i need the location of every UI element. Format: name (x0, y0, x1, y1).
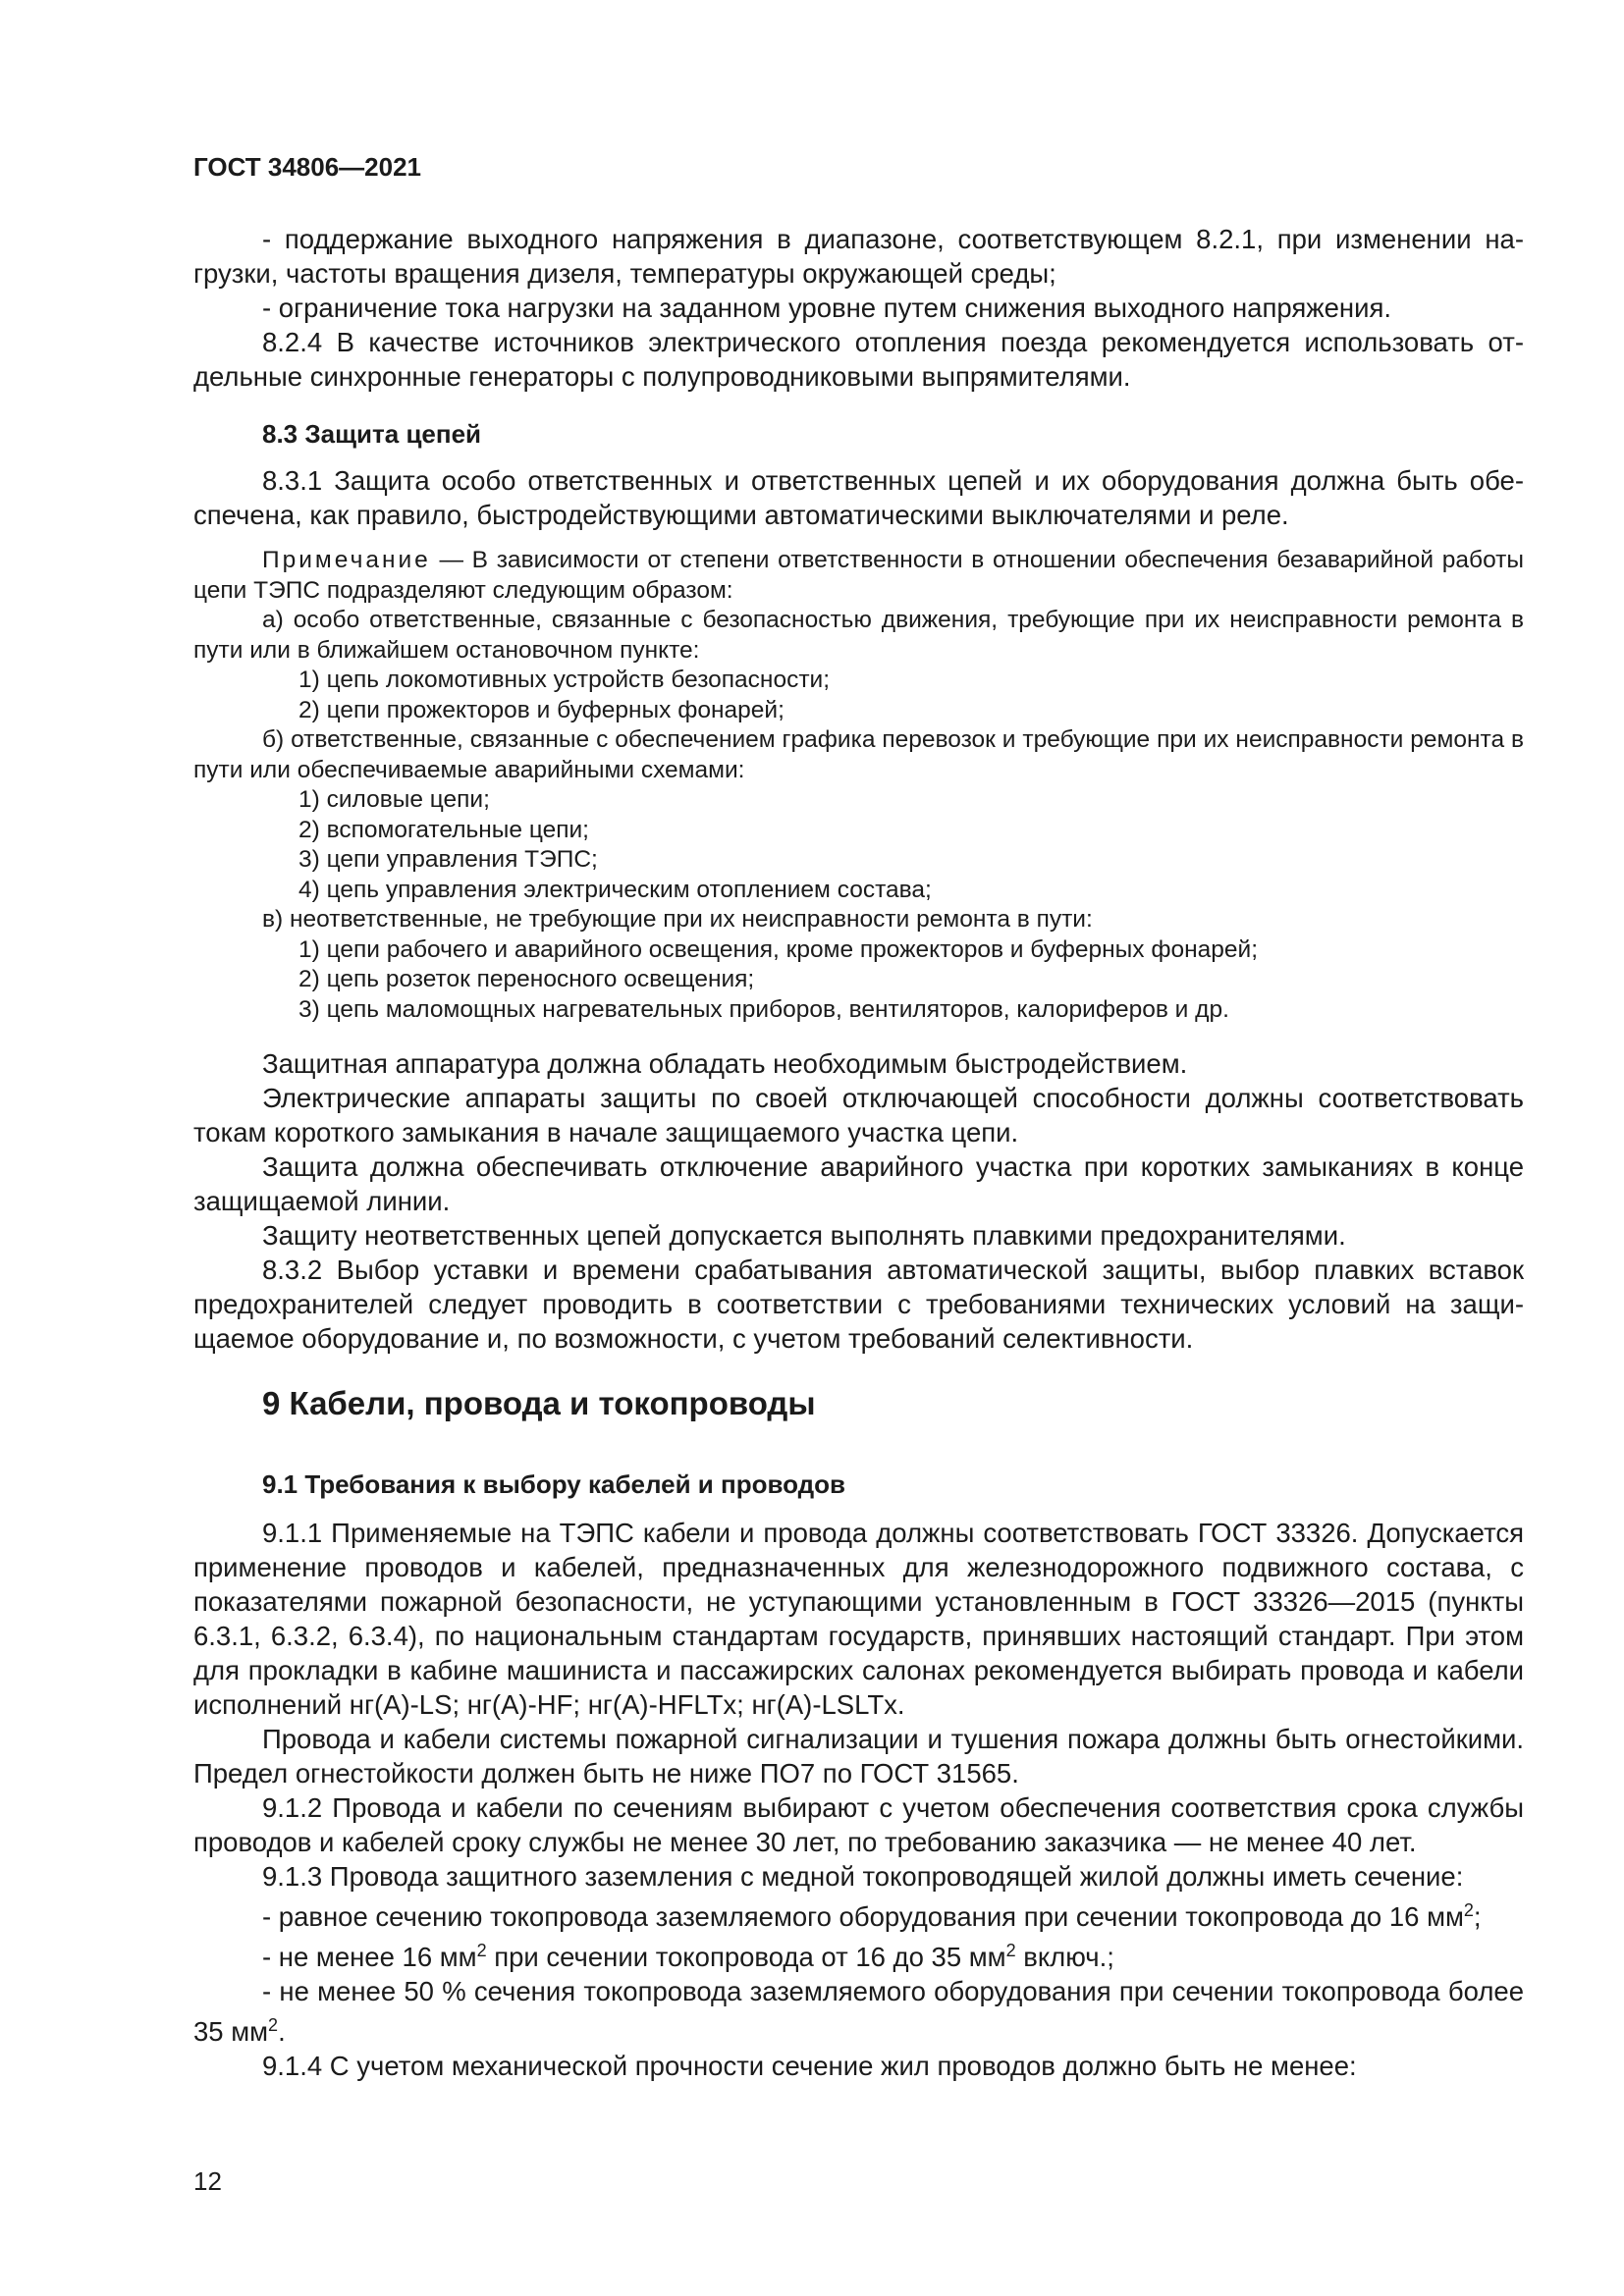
superscript: 2 (1463, 1900, 1474, 1920)
superscript: 2 (268, 2015, 279, 2036)
text-line: 8.3.2 Выбор уставки и времени срабатывания автоматической защиты, выбор плавких вставок предохранителей следует проводить в соответствии с требованиями технических условий на защищаемое оборудование и, по возможности, с учетом требований селективности. (193, 1255, 1524, 1354)
section-9-title: 9 Кабели, провода и токопроводы (262, 1385, 816, 1421)
text-line: Защита должна обеспечивать отключение аварийного участка при коротких замыканиях в конце защищаемой линии. (193, 1151, 1524, 1216)
paragraph-9-1 (193, 1516, 1524, 2083)
section-9-1-title: 9.1 Требования к выбору кабелей и проводов (262, 1469, 846, 1499)
paragraph-8-2-continuation (193, 222, 1524, 394)
text-line: 9.1.3 Провода защитного заземления с медной токопроводящей жилой должны иметь сечение: (262, 1861, 1464, 1892)
text-line: Защиту неответственных цепей допускается выполнять плавкими предохранителями. (262, 1220, 1346, 1251)
note-subitem: 4) цепь управления электрическим отоплением состава; (298, 876, 932, 903)
note-subitem: 2) вспомогательные цепи; (298, 816, 589, 843)
text-run: включ.; (1015, 1942, 1114, 1973)
text-line: Электрические аппараты защиты по своей отключающей способности должны соответствовать токам короткого замыкания в начале защищаемого участка цепи. (193, 1083, 1524, 1148)
note-subitem: 1) цепи рабочего и аварийного освещения, кроме прожекторов и буферных фонарей; (298, 935, 1259, 963)
text-line: 9.1.2 Провода и кабели по сечениям выбирают с учетом обеспечения соответствия срока службы проводов и кабелей сроку службы не менее 30 лет, по требованию заказчика — не менее 40 лет. (193, 1792, 1524, 1857)
text-run: - равное сечению токопровода заземляемого оборудования при сечении токопровода до 16 мм (262, 1901, 1464, 1933)
text-line (193, 1894, 1524, 1934)
paragraph-8-3-1 (193, 463, 1524, 532)
text-line: Провода и кабели системы пожарной сигнализации и тушения пожара должны быть огнестойкими. Предел огнестойкости должен быть не ниже ПО7 по ГОСТ 31565. (193, 1724, 1524, 1789)
text-run: . (278, 2016, 286, 2048)
note-item: в) неответственные, не требующие при их неисправности ремонта в пути: (262, 906, 1093, 933)
section-8-3-title: 8.3 Защита цепей (262, 419, 482, 449)
note-item: б) ответственные, связанные с обеспечением графика перевозок и требующие при их неисправности ремонта в пути или обеспечиваемые аварийными схемами: (193, 726, 1524, 783)
superscript: 2 (476, 1941, 487, 1961)
note-subitem: 3) цепи управления ТЭПС; (298, 846, 598, 873)
note-subitem: 1) силовые цепи; (298, 786, 490, 813)
text-line: 9.1.4 С учетом механической прочности сечение жил проводов должно быть не менее: (262, 2051, 1357, 2082)
note-block (193, 546, 1524, 1025)
text-run: ; (1473, 1901, 1482, 1933)
paragraph-protection (193, 1046, 1524, 1356)
text-line: 9.1.1 Применяемые на ТЭПС кабели и провода должны соответствовать ГОСТ 33326. Допускается применение проводов и кабелей, предназначенных для железнодорожного подвижного состава, с показателями пожарной безопасности, не уступающими установленным в ГОСТ 33326—2015 (пункты 6.3.1, 6.3.2, 6.3.4), по национальным стандартам государств, принявших настоящий стандарт. При этом для прокладки в кабине машиниста и пассажирских салонах рекомендуется выбирать провода и кабели исполнений нг(А)-LS; нг(А)-HF; нг(А)-HFLTx; нг(А)-LSLTx. (193, 1518, 1524, 1720)
note-item: а) особо ответственные, связанные с безопасностью движения, требующие при их неисправности ремонта в пути или в ближайшем остановочном пункте: (193, 607, 1524, 664)
note-subitem: 3) цепь маломощных нагревательных приборов, вентиляторов, калориферов и др. (298, 995, 1229, 1023)
note-subitem: 2) цепи прожекторов и буферных фонарей; (298, 696, 785, 723)
note-intro: — В зависимости от степени ответственности в отношении обеспечения безаварийной работы цепи ТЭПС подразделяют следующим образом: (193, 547, 1524, 604)
text-line (193, 1934, 1524, 1974)
text-run: при сечении токопровода от 16 до 35 мм (486, 1942, 1006, 1973)
note-label: Примечание (262, 547, 431, 573)
text-run: - не менее 16 мм (262, 1942, 477, 1973)
document-code-header: ГОСТ 34806—2021 (193, 152, 421, 182)
text-run: - не менее 50 % сечения токопровода заземляемого оборудования при сечении токопровода более 35 мм (193, 1976, 1524, 2048)
text-line (193, 1974, 1524, 2049)
text-line: - ограничение тока нагрузки на заданном уровне путем снижения выходного напряжения. (262, 293, 1391, 323)
page-number: 12 (193, 2166, 222, 2196)
note-subitem: 1) цепь локомотивных устройств безопасности; (298, 667, 831, 693)
text-line: Защитная аппаратура должна обладать необходимым быстродействием. (262, 1048, 1188, 1079)
text-line: 8.2.4 В качестве источников электрического отопления поезда рекомендуется использовать отдельные синхронные генераторы с полупроводниковыми выпрямителями. (193, 327, 1524, 392)
text-line: 8.3.1 Защита особо ответственных и ответственных цепей и их оборудования должна быть обеспечена, как правило, быстродействующими автоматическими выключателями и реле. (193, 465, 1524, 530)
text-line: - поддержание выходного напряжения в диапазоне, соответствующем 8.2.1, при изменении нагрузки, частоты вращения дизеля, температуры окружающей среды; (193, 224, 1524, 289)
superscript: 2 (1005, 1941, 1016, 1961)
note-subitem: 2) цепь розеток переносного освещения; (298, 966, 755, 992)
